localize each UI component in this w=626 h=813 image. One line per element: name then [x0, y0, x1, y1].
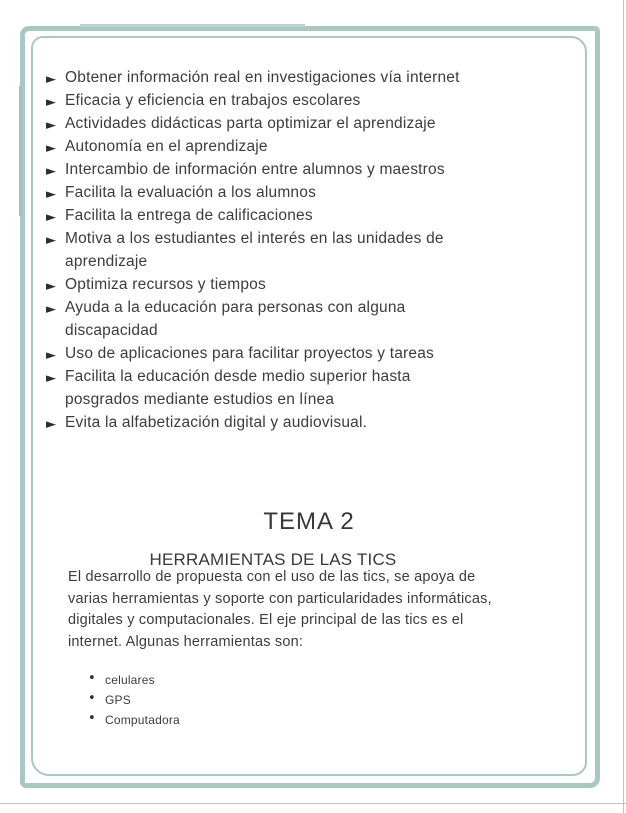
- arrow-bullet-icon: ►: [46, 302, 57, 317]
- list-item-continuation: [46, 390, 566, 410]
- paragraph-line: internet. Algunas herramientas son:: [68, 633, 304, 650]
- page-edge-line: [0, 803, 626, 804]
- list-item: [88, 710, 180, 730]
- list-item-text: Motiva a los estudiantes el interés en las unidades de: [65, 230, 444, 247]
- list-item-text: Intercambio de información entre alumnos y maestros: [65, 161, 445, 178]
- list-item: [46, 344, 566, 364]
- list-item-text: posgrados mediante estudios en línea: [65, 391, 335, 408]
- list-item-text: GPS: [105, 693, 131, 707]
- arrow-bullet-icon: ►: [46, 187, 57, 202]
- border-sketch-accent: [19, 86, 22, 216]
- list-item-text: Uso de aplicaciones para facilitar proyectos y tareas: [65, 345, 434, 362]
- list-item: [46, 206, 566, 226]
- arrow-bullet-icon: ►: [46, 164, 57, 179]
- list-item-text: Computadora: [105, 713, 180, 727]
- list-item: [46, 91, 566, 111]
- benefits-list: [46, 68, 566, 436]
- dot-bullet-icon: •: [88, 671, 96, 686]
- list-item: [46, 275, 566, 295]
- dot-bullet-icon: •: [88, 691, 96, 706]
- list-item-text: Ayuda a la educación para personas con alguna: [65, 299, 406, 316]
- list-item: [88, 670, 180, 690]
- list-item: [46, 183, 566, 203]
- paragraph-line: El desarrollo de propuesta con el uso de las tics, se apoya de: [68, 569, 476, 585]
- border-sketch-accent: [80, 24, 305, 27]
- list-item-text: Facilita la evaluación a los alumnos: [65, 184, 317, 201]
- arrow-bullet-icon: ►: [46, 210, 57, 225]
- dot-bullet-icon: •: [88, 711, 96, 726]
- arrow-bullet-icon: ►: [46, 141, 57, 156]
- list-item: [46, 413, 566, 433]
- arrow-bullet-icon: ►: [46, 348, 57, 363]
- list-item-text: Evita la alfabetización digital y audiovisual.: [65, 414, 368, 431]
- arrow-bullet-icon: ►: [46, 95, 57, 110]
- list-item-text: Autonomía en el aprendizaje: [65, 138, 268, 155]
- list-item-text: aprendizaje: [65, 253, 148, 270]
- list-item-continuation: [46, 321, 566, 341]
- list-item: [46, 137, 566, 157]
- list-item-text: discapacidad: [65, 322, 158, 339]
- arrow-bullet-icon: ►: [46, 417, 57, 432]
- list-item: [46, 367, 566, 387]
- list-item-text: Eficacia y eficiencia en trabajos escolares: [65, 92, 361, 109]
- list-item: [46, 114, 566, 134]
- arrow-bullet-icon: ►: [46, 371, 57, 386]
- list-item-text: Facilita la educación desde medio superior hasta: [65, 368, 411, 385]
- list-item-continuation: [46, 252, 566, 272]
- paragraph-line: digitales y computacionales. El eje principal de las tics es el: [68, 612, 464, 628]
- arrow-bullet-icon: ►: [46, 118, 57, 133]
- section-subtitle: HERRAMIENTAS DE LAS TICS: [149, 550, 397, 569]
- list-item: [46, 160, 566, 180]
- list-item-text: Optimiza recursos y tiempos: [65, 276, 266, 293]
- arrow-bullet-icon: ►: [46, 233, 57, 248]
- intro-paragraph: [68, 567, 492, 653]
- list-item-text: Obtener información real en investigaciones vía internet: [65, 69, 460, 86]
- document-page-content: [33, 38, 585, 774]
- arrow-bullet-icon: ►: [46, 279, 57, 294]
- list-item: [88, 690, 180, 710]
- page-edge-line: [623, 0, 624, 813]
- list-item: [46, 298, 566, 318]
- list-item: [46, 68, 566, 88]
- list-item-text: Actividades didácticas parta optimizar el aprendizaje: [65, 115, 436, 132]
- list-item-text: Facilita la entrega de calificaciones: [65, 207, 313, 224]
- arrow-bullet-icon: ►: [46, 72, 57, 87]
- tools-list: [88, 670, 180, 730]
- paragraph-line: varias herramientas y soporte con particularidades informáticas,: [68, 590, 492, 607]
- list-item: [46, 229, 566, 249]
- list-item-text: celulares: [105, 673, 155, 687]
- page-title: TEMA 2: [263, 508, 355, 535]
